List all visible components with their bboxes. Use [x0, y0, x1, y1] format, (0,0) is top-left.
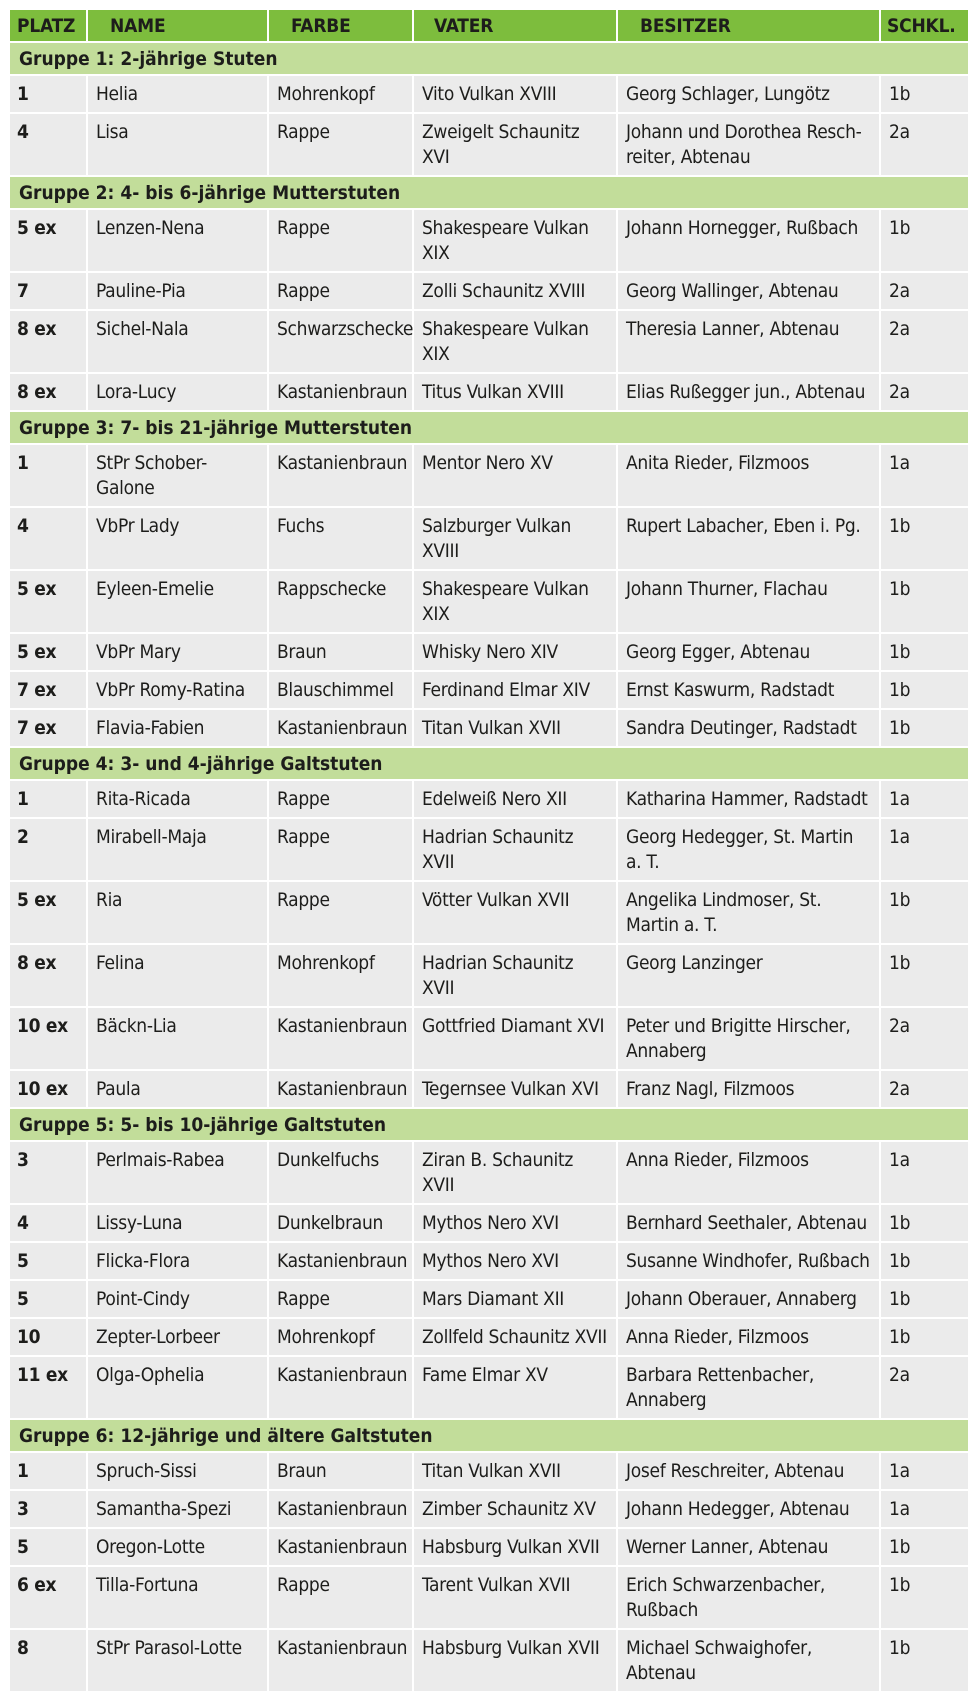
row-schkl: 2a — [880, 310, 969, 373]
row-vater: Titan Vulkan XVII — [413, 1452, 617, 1490]
row-vater: Mentor Nero XV — [413, 444, 617, 507]
row-platz: 8 ex — [9, 373, 87, 411]
row-platz: 5 ex — [9, 881, 87, 944]
table-row — [9, 1141, 969, 1204]
row-vater: Hadrian Schaunitz XVII — [413, 944, 617, 1007]
group-title: Gruppe 4: 3- und 4-jährige Galtstuten — [9, 747, 969, 780]
row-name: Lisa — [87, 113, 268, 176]
row-platz: 1 — [9, 780, 87, 818]
row-platz: 7 — [9, 272, 87, 310]
row-besitzer: Anna Rieder, Filzmoos — [617, 1318, 880, 1356]
row-platz: 6 ex — [9, 1566, 87, 1629]
table-row — [9, 1452, 969, 1490]
row-vater: Shakespeare Vulkan XIX — [413, 570, 617, 633]
group-header-row — [9, 747, 969, 780]
row-schkl: 1b — [880, 570, 969, 633]
row-name: Olga-Ophelia — [87, 1356, 268, 1419]
group-title: Gruppe 3: 7- bis 21-jährige Mutterstuten — [9, 411, 969, 444]
row-vater: Mythos Nero XVI — [413, 1242, 617, 1280]
row-name: Eyleen-Emelie — [87, 570, 268, 633]
row-platz: 4 — [9, 507, 87, 570]
row-platz: 7 ex — [9, 709, 87, 747]
row-besitzer: Bernhard Seethaler, Abtenau — [617, 1204, 880, 1242]
row-farbe: Kastanienbraun — [268, 1070, 413, 1108]
table-row — [9, 1490, 969, 1528]
row-vater: Vötter Vulkan XVII — [413, 881, 617, 944]
row-vater: Zimber Schaunitz XV — [413, 1490, 617, 1528]
row-vater: Titan Vulkan XVII — [413, 709, 617, 747]
row-besitzer: Elias Rußegger jun., Abtenau — [617, 373, 880, 411]
table-row — [9, 1007, 969, 1070]
row-besitzer: Georg Schlager, Lungötz — [617, 75, 880, 113]
row-farbe: Braun — [268, 633, 413, 671]
row-vater: Mars Diamant XII — [413, 1280, 617, 1318]
row-schkl: 1b — [880, 944, 969, 1007]
row-vater: Habsburg Vulkan XVII — [413, 1528, 617, 1566]
row-schkl: 1b — [880, 881, 969, 944]
row-vater: Vito Vulkan XVIII — [413, 75, 617, 113]
row-besitzer: Peter und Brigitte Hirscher, Annaberg — [617, 1007, 880, 1070]
header-platz: PLATZ — [9, 9, 87, 42]
row-schkl: 2a — [880, 1070, 969, 1108]
row-name: Tilla-Fortuna — [87, 1566, 268, 1629]
group-header-row — [9, 42, 969, 75]
row-schkl: 1a — [880, 780, 969, 818]
row-vater: Whisky Nero XIV — [413, 633, 617, 671]
row-schkl: 1b — [880, 709, 969, 747]
group-title: Gruppe 5: 5- bis 10-jährige Galtstuten — [9, 1108, 969, 1141]
row-name: StPr Schober-Galone — [87, 444, 268, 507]
row-besitzer: Sandra Deutinger, Radstadt — [617, 709, 880, 747]
row-platz: 10 ex — [9, 1007, 87, 1070]
table-row — [9, 75, 969, 113]
row-besitzer: Anna Rieder, Filzmoos — [617, 1141, 880, 1204]
row-name: Flicka-Flora — [87, 1242, 268, 1280]
row-besitzer: Georg Wallinger, Abtenau — [617, 272, 880, 310]
table-row — [9, 881, 969, 944]
row-schkl: 2a — [880, 113, 969, 176]
row-farbe: Mohrenkopf — [268, 75, 413, 113]
row-vater: Zollfeld Schaunitz XVII — [413, 1318, 617, 1356]
row-platz: 7 ex — [9, 671, 87, 709]
table-row — [9, 1528, 969, 1566]
row-vater: Zweigelt Schaunitz XVI — [413, 113, 617, 176]
row-schkl: 1b — [880, 1242, 969, 1280]
row-schkl: 1b — [880, 1528, 969, 1566]
table-row — [9, 272, 969, 310]
row-farbe: Dunkelfuchs — [268, 1141, 413, 1204]
row-platz: 1 — [9, 444, 87, 507]
table-row — [9, 1070, 969, 1108]
row-farbe: Kastanienbraun — [268, 1356, 413, 1419]
row-name: Samantha-Spezi — [87, 1490, 268, 1528]
row-name: Ria — [87, 881, 268, 944]
row-farbe: Kastanienbraun — [268, 444, 413, 507]
row-besitzer: Katharina Hammer, Radstadt — [617, 780, 880, 818]
table-row — [9, 310, 969, 373]
row-name: Spruch-Sissi — [87, 1452, 268, 1490]
row-besitzer: Erich Schwarzenbacher, Rußbach — [617, 1566, 880, 1629]
group-title: Gruppe 1: 2-jährige Stuten — [9, 42, 969, 75]
row-name: Rita-Ricada — [87, 780, 268, 818]
row-besitzer: Anita Rieder, Filzmoos — [617, 444, 880, 507]
row-vater: Shakespeare Vulkan XIX — [413, 209, 617, 272]
row-name: Felina — [87, 944, 268, 1007]
row-schkl: 2a — [880, 1007, 969, 1070]
table-row — [9, 1242, 969, 1280]
row-platz: 10 ex — [9, 1070, 87, 1108]
group-title: Gruppe 2: 4- bis 6-jährige Mutterstuten — [9, 176, 969, 209]
row-vater: Zolli Schaunitz XVIII — [413, 272, 617, 310]
group-header-row — [9, 411, 969, 444]
row-farbe: Kastanienbraun — [268, 1007, 413, 1070]
row-name: Oregon-Lotte — [87, 1528, 268, 1566]
row-vater: Habsburg Vulkan XVII — [413, 1629, 617, 1692]
row-name: Point-Cindy — [87, 1280, 268, 1318]
row-farbe: Kastanienbraun — [268, 1629, 413, 1692]
group-header-row — [9, 176, 969, 209]
row-besitzer: Angelika Lindmoser, St. Martin a. T. — [617, 881, 880, 944]
row-vater: Titus Vulkan XVIII — [413, 373, 617, 411]
row-name: Bäckn-Lia — [87, 1007, 268, 1070]
row-besitzer: Johann Oberauer, Annaberg — [617, 1280, 880, 1318]
row-besitzer: Michael Schwaighofer, Abtenau — [617, 1629, 880, 1692]
row-farbe: Mohrenkopf — [268, 944, 413, 1007]
row-besitzer: Josef Reschreiter, Abtenau — [617, 1452, 880, 1490]
row-schkl: 1b — [880, 1566, 969, 1629]
row-vater: Ziran B. Schaunitz XVII — [413, 1141, 617, 1204]
row-schkl: 1b — [880, 671, 969, 709]
row-platz: 3 — [9, 1141, 87, 1204]
row-schkl: 1a — [880, 1452, 969, 1490]
row-besitzer: Johann Thurner, Flachau — [617, 570, 880, 633]
row-schkl: 2a — [880, 373, 969, 411]
row-vater: Tegernsee Vulkan XVI — [413, 1070, 617, 1108]
row-vater: Hadrian Schaunitz XVII — [413, 818, 617, 881]
table-row — [9, 1204, 969, 1242]
table-row — [9, 944, 969, 1007]
header-vater: VATER — [413, 9, 617, 42]
group-header-row — [9, 1108, 969, 1141]
table-row — [9, 373, 969, 411]
row-schkl: 2a — [880, 272, 969, 310]
row-platz: 10 — [9, 1318, 87, 1356]
row-besitzer: Georg Lanzinger — [617, 944, 880, 1007]
row-farbe: Rappschecke — [268, 570, 413, 633]
row-name: Sichel-Nala — [87, 310, 268, 373]
row-schkl: 1b — [880, 507, 969, 570]
row-name: Lissy-Luna — [87, 1204, 268, 1242]
row-farbe: Kastanienbraun — [268, 373, 413, 411]
row-name: StPr Parasol-Lotte — [87, 1629, 268, 1692]
row-farbe: Blauschimmel — [268, 671, 413, 709]
row-vater: Tarent Vulkan XVII — [413, 1566, 617, 1629]
table-row — [9, 780, 969, 818]
row-name: Lenzen-Nena — [87, 209, 268, 272]
row-platz: 1 — [9, 75, 87, 113]
row-name: Paula — [87, 1070, 268, 1108]
table-row — [9, 1629, 969, 1692]
row-name: Pauline-Pia — [87, 272, 268, 310]
row-besitzer: Werner Lanner, Abtenau — [617, 1528, 880, 1566]
table-row — [9, 444, 969, 507]
row-schkl: 1a — [880, 1490, 969, 1528]
row-farbe: Rappe — [268, 272, 413, 310]
row-farbe: Rappe — [268, 881, 413, 944]
row-besitzer: Barbara Rettenbacher, Annaberg — [617, 1356, 880, 1419]
row-name: Helia — [87, 75, 268, 113]
header-schkl: SCHKL. — [880, 9, 969, 42]
row-platz: 4 — [9, 113, 87, 176]
row-besitzer: Georg Hedegger, St. Martin a. T. — [617, 818, 880, 881]
table-row — [9, 1280, 969, 1318]
row-schkl: 1b — [880, 1318, 969, 1356]
results-body — [9, 42, 969, 1692]
row-platz: 8 — [9, 1629, 87, 1692]
table-row — [9, 671, 969, 709]
table-row — [9, 709, 969, 747]
group-header-row — [9, 1419, 969, 1452]
row-name: Zepter-Lorbeer — [87, 1318, 268, 1356]
row-farbe: Rappe — [268, 780, 413, 818]
row-farbe: Braun — [268, 1452, 413, 1490]
row-platz: 8 ex — [9, 944, 87, 1007]
header-farbe: FARBE — [268, 9, 413, 42]
group-title: Gruppe 6: 12-jährige und ältere Galtstuten — [9, 1419, 969, 1452]
row-farbe: Rappe — [268, 1280, 413, 1318]
row-besitzer: Johann und Dorothea Resch-reiter, Abtenau — [617, 113, 880, 176]
row-platz: 5 — [9, 1280, 87, 1318]
row-schkl: 1b — [880, 209, 969, 272]
row-name: VbPr Romy-Ratina — [87, 671, 268, 709]
row-farbe: Kastanienbraun — [268, 709, 413, 747]
row-besitzer: Georg Egger, Abtenau — [617, 633, 880, 671]
table-row — [9, 1356, 969, 1419]
row-platz: 2 — [9, 818, 87, 881]
table-row — [9, 633, 969, 671]
results-table — [8, 8, 970, 1693]
header-row — [9, 9, 969, 42]
row-platz: 5 ex — [9, 209, 87, 272]
row-vater: Salzburger Vulkan XVIII — [413, 507, 617, 570]
row-farbe: Rappe — [268, 1566, 413, 1629]
row-vater: Ferdinand Elmar XIV — [413, 671, 617, 709]
row-name: Perlmais-Rabea — [87, 1141, 268, 1204]
row-besitzer: Rupert Labacher, Eben i. Pg. — [617, 507, 880, 570]
row-name: VbPr Lady — [87, 507, 268, 570]
row-farbe: Rappe — [268, 209, 413, 272]
row-platz: 1 — [9, 1452, 87, 1490]
row-farbe: Kastanienbraun — [268, 1242, 413, 1280]
table-row — [9, 209, 969, 272]
row-schkl: 1a — [880, 444, 969, 507]
table-row — [9, 818, 969, 881]
row-vater: Mythos Nero XVI — [413, 1204, 617, 1242]
row-platz: 5 ex — [9, 570, 87, 633]
row-platz: 3 — [9, 1490, 87, 1528]
row-schkl: 1b — [880, 633, 969, 671]
header-name: NAME — [87, 9, 268, 42]
row-platz: 4 — [9, 1204, 87, 1242]
row-platz: 5 ex — [9, 633, 87, 671]
row-farbe: Fuchs — [268, 507, 413, 570]
row-platz: 5 — [9, 1242, 87, 1280]
row-platz: 8 ex — [9, 310, 87, 373]
row-name: VbPr Mary — [87, 633, 268, 671]
table-row — [9, 113, 969, 176]
row-name: Lora-Lucy — [87, 373, 268, 411]
row-farbe: Kastanienbraun — [268, 1528, 413, 1566]
row-besitzer: Ernst Kaswurm, Radstadt — [617, 671, 880, 709]
row-schkl: 1b — [880, 75, 969, 113]
row-vater: Gottfried Diamant XVI — [413, 1007, 617, 1070]
row-platz: 11 ex — [9, 1356, 87, 1419]
row-vater: Shakespeare Vulkan XIX — [413, 310, 617, 373]
table-row — [9, 570, 969, 633]
row-farbe: Mohrenkopf — [268, 1318, 413, 1356]
row-schkl: 1b — [880, 1629, 969, 1692]
table-row — [9, 507, 969, 570]
row-schkl: 1b — [880, 1280, 969, 1318]
row-farbe: Rappe — [268, 818, 413, 881]
row-name: Mirabell-Maja — [87, 818, 268, 881]
header-besitzer: BESITZER — [617, 9, 880, 42]
row-platz: 5 — [9, 1528, 87, 1566]
row-besitzer: Johann Hornegger, Rußbach — [617, 209, 880, 272]
row-schkl: 1a — [880, 818, 969, 881]
row-farbe: Dunkelbraun — [268, 1204, 413, 1242]
row-besitzer: Susanne Windhofer, Rußbach — [617, 1242, 880, 1280]
table-row — [9, 1318, 969, 1356]
row-schkl: 1a — [880, 1141, 969, 1204]
row-besitzer: Franz Nagl, Filzmoos — [617, 1070, 880, 1108]
row-besitzer: Theresia Lanner, Abtenau — [617, 310, 880, 373]
table-row — [9, 1566, 969, 1629]
row-farbe: Kastanienbraun — [268, 1490, 413, 1528]
results-table-container — [8, 8, 968, 1693]
row-vater: Edelweiß Nero XII — [413, 780, 617, 818]
row-schkl: 1b — [880, 1204, 969, 1242]
row-besitzer: Johann Hedegger, Abtenau — [617, 1490, 880, 1528]
row-farbe: Rappe — [268, 113, 413, 176]
row-vater: Fame Elmar XV — [413, 1356, 617, 1419]
row-schkl: 2a — [880, 1356, 969, 1419]
row-name: Flavia-Fabien — [87, 709, 268, 747]
row-farbe: Schwarzschecke — [268, 310, 413, 373]
